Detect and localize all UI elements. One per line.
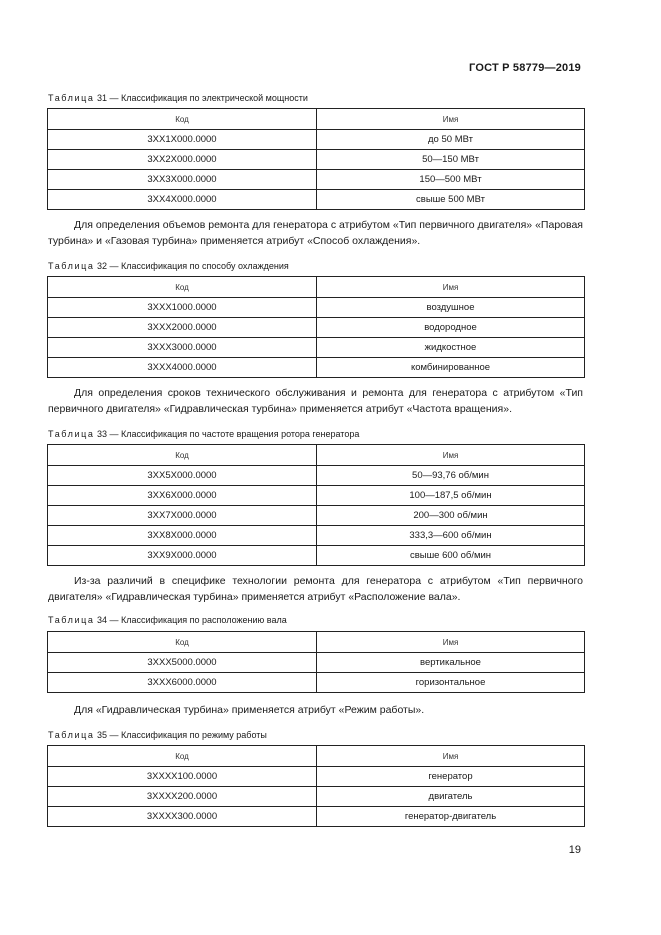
column-header-name: Имя xyxy=(317,746,585,767)
table-caption xyxy=(48,261,289,271)
table-row xyxy=(48,318,585,338)
table-row xyxy=(48,653,585,673)
table-row xyxy=(48,526,585,546)
caption-text: 34 — Классификация по расположению вала xyxy=(94,615,287,625)
body-paragraph: Для определения объемов ремонта для генератора с атрибутом «Тип первичного двигателя» «Паровая турбина» и «Газовая турбина» применяется атрибут «Способ охлаждения». xyxy=(48,219,583,247)
caption-text: 32 — Классификация по способу охлаждения xyxy=(94,261,289,271)
code-cell: 3ХХХХ300.0000 xyxy=(48,807,317,827)
code-cell: 3ХХ2Х000.0000 xyxy=(48,150,317,170)
table-caption xyxy=(48,429,359,439)
name-cell: свыше 500 МВт xyxy=(317,190,585,210)
table-row xyxy=(48,150,585,170)
column-header-name: Имя xyxy=(317,632,585,653)
code-cell: 3ХХХ4000.0000 xyxy=(48,358,317,378)
code-cell: 3ХХХХ200.0000 xyxy=(48,787,317,807)
table-row xyxy=(48,298,585,318)
name-cell: свыше 600 об/мин xyxy=(317,546,585,566)
code-cell: 3ХХ8Х000.0000 xyxy=(48,526,317,546)
page-number: 19 xyxy=(568,844,581,856)
name-cell: 50—150 МВт xyxy=(317,150,585,170)
table-row xyxy=(48,546,585,566)
name-cell: двигатель xyxy=(317,787,585,807)
code-cell: 3ХХ9Х000.0000 xyxy=(48,546,317,566)
caption-prefix: Таблица xyxy=(48,429,95,439)
caption-prefix: Таблица xyxy=(48,615,95,625)
classification-table xyxy=(47,631,585,693)
code-cell: 3ХХХ1000.0000 xyxy=(48,298,317,318)
table-row xyxy=(48,170,585,190)
classification-table xyxy=(47,108,585,210)
code-cell: 3ХХХХ100.0000 xyxy=(48,767,317,787)
table-header-row xyxy=(48,109,585,130)
caption-text: 31 — Классификация по электрической мощности xyxy=(94,93,308,103)
caption-prefix: Таблица xyxy=(48,730,95,740)
code-cell: 3ХХ6Х000.0000 xyxy=(48,486,317,506)
code-cell: 3ХХХ5000.0000 xyxy=(48,653,317,673)
code-cell: 3ХХ1Х000.0000 xyxy=(48,130,317,150)
column-header-code: Код xyxy=(48,277,317,298)
name-cell: 200—300 об/мин xyxy=(317,506,585,526)
column-header-code: Код xyxy=(48,445,317,466)
table-header-row xyxy=(48,632,585,653)
classification-table xyxy=(47,276,585,378)
column-header-name: Имя xyxy=(317,277,585,298)
table-header-row xyxy=(48,277,585,298)
name-cell: генератор xyxy=(317,767,585,787)
code-cell: 3ХХХ2000.0000 xyxy=(48,318,317,338)
body-paragraph: Для определения сроков технического обслуживания и ремонта для генератора с атрибутом «Тип первичного двигателя» «Гидравлическая турбина» применяется атрибут «Частота вращения». xyxy=(48,387,583,415)
name-cell: 333,3—600 об/мин xyxy=(317,526,585,546)
table-row xyxy=(48,807,585,827)
classification-table xyxy=(47,444,585,566)
table-header-row xyxy=(48,445,585,466)
table-row xyxy=(48,486,585,506)
table-row xyxy=(48,466,585,486)
name-cell: 100—187,5 об/мин xyxy=(317,486,585,506)
name-cell: комбинированное xyxy=(317,358,585,378)
name-cell: горизонтальное xyxy=(317,673,585,693)
classification-table xyxy=(47,745,585,827)
table-header-row xyxy=(48,746,585,767)
column-header-code: Код xyxy=(48,109,317,130)
code-cell: 3ХХ5Х000.0000 xyxy=(48,466,317,486)
table-row xyxy=(48,130,585,150)
table-caption xyxy=(48,93,308,103)
name-cell: генератор-двигатель xyxy=(317,807,585,827)
name-cell: до 50 МВт xyxy=(317,130,585,150)
code-cell: 3ХХХ3000.0000 xyxy=(48,338,317,358)
name-cell: 150—500 МВт xyxy=(317,170,585,190)
caption-text: 35 — Классификация по режиму работы xyxy=(94,730,267,740)
table-caption xyxy=(48,730,267,740)
code-cell: 3ХХ7Х000.0000 xyxy=(48,506,317,526)
body-paragraph: Из-за различий в специфике технологии ремонта для генератора с атрибутом «Тип первичного двигателя» «Гидравлическая турбина» применяется атрибут «Расположение вала». xyxy=(48,575,583,603)
column-header-code: Код xyxy=(48,632,317,653)
code-cell: 3ХХ3Х000.0000 xyxy=(48,170,317,190)
caption-prefix: Таблица xyxy=(48,93,95,103)
caption-prefix: Таблица xyxy=(48,261,95,271)
document-header: ГОСТ Р 58779—2019 xyxy=(469,62,581,74)
table-row xyxy=(48,358,585,378)
table-row xyxy=(48,338,585,358)
table-row xyxy=(48,506,585,526)
code-cell: 3ХХХ6000.0000 xyxy=(48,673,317,693)
table-row xyxy=(48,673,585,693)
body-paragraph: Для «Гидравлическая турбина» применяется атрибут «Режим работы». xyxy=(74,704,425,716)
name-cell: жидкостное xyxy=(317,338,585,358)
name-cell: вертикальное xyxy=(317,653,585,673)
table-row xyxy=(48,767,585,787)
name-cell: 50—93,76 об/мин xyxy=(317,466,585,486)
column-header-code: Код xyxy=(48,746,317,767)
column-header-name: Имя xyxy=(317,445,585,466)
name-cell: воздушное xyxy=(317,298,585,318)
name-cell: водородное xyxy=(317,318,585,338)
table-row xyxy=(48,190,585,210)
caption-text: 33 — Классификация по частоте вращения ротора генератора xyxy=(94,429,360,439)
table-caption xyxy=(48,615,287,625)
column-header-name: Имя xyxy=(317,109,585,130)
table-row xyxy=(48,787,585,807)
code-cell: 3ХХ4Х000.0000 xyxy=(48,190,317,210)
